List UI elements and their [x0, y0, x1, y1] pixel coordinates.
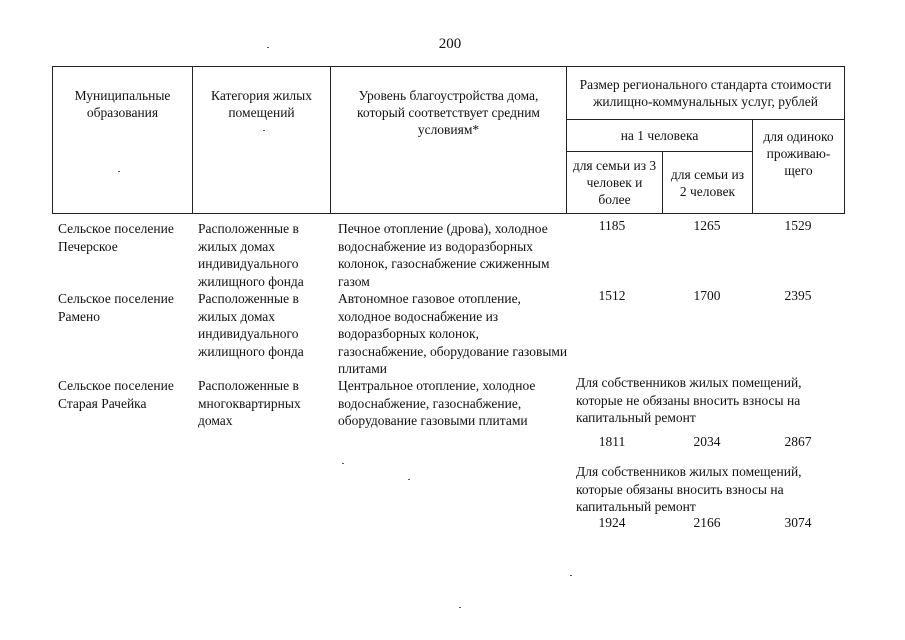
row2-family2: 1700	[693, 288, 721, 303]
header-single: для одиноко проживаю-щего	[753, 120, 845, 214]
row3-level: Центральное отопление, холодное водоснабжение, газоснабжение, оборудование газовыми плитами	[338, 378, 536, 428]
row2-municipality: Сельское поселение Рамено	[58, 291, 174, 324]
scan-speck	[267, 47, 269, 48]
header-municipality: Муниципальные образования	[53, 67, 193, 214]
row3-b-family3: 1924	[598, 515, 626, 530]
row1-municipality: Сельское поселение Печерское	[58, 221, 174, 254]
row3-municipality: Сельское поселение Старая Рачейка	[58, 378, 174, 411]
row2-single: 2395	[784, 288, 812, 303]
header-family2: для семьи из 2 человек	[663, 152, 753, 214]
row3-category: Расположенные в многоквартирных домах	[198, 378, 301, 428]
scan-speck	[459, 607, 461, 608]
row3-a-family3: 1811	[598, 434, 626, 449]
row2-family3: 1512	[598, 288, 626, 303]
row3-a-family2: 2034	[693, 434, 721, 449]
row3-note-no-capital-repair: Для собственников жилых помещений, которые не обязаны вносить взносы на капитальный ремонт	[576, 375, 802, 425]
row3-note-with-capital-repair: Для собственников жилых помещений, которые обязаны вносить взносы на капитальный ремонт	[576, 464, 802, 514]
scan-speck	[263, 130, 265, 131]
header-standard: Размер регионального стандарта стоимости жилищно-коммунальных услуг, рублей	[567, 67, 845, 120]
scan-speck	[408, 479, 410, 480]
page-number: 200	[438, 36, 462, 52]
row1-level: Печное отопление (дрова), холодное водоснабжение из водоразборных колонок, газоснабжение сжиженным газом	[338, 221, 550, 289]
table-header	[52, 66, 845, 214]
row3-a-single: 2867	[784, 434, 812, 449]
scan-speck	[342, 463, 344, 464]
row1-family3: 1185	[598, 218, 626, 233]
row3-b-family2: 2166	[693, 515, 721, 530]
scan-speck	[118, 171, 120, 172]
row1-family2: 1265	[693, 218, 721, 233]
row2-category: Расположенные в жилых домах индивидуального жилищного фонда	[198, 291, 304, 359]
scan-speck	[570, 575, 572, 576]
row2-level: Автономное газовое отопление, холодное водоснабжение из водоразборных колонок, газоснабжение, оборудование газовыми плитами	[338, 291, 568, 376]
row1-single: 1529	[784, 218, 812, 233]
row3-b-single: 3074	[784, 515, 812, 530]
header-category: Категория жилых помещений	[193, 67, 331, 214]
header-level: Уровень благоустройства дома, который соответствует средним условиям*	[331, 67, 567, 214]
row1-category: Расположенные в жилых домах индивидуального жилищного фонда	[198, 221, 304, 289]
header-per-person: на 1 человека	[567, 120, 753, 152]
header-family3: для семьи из 3 человек и более	[567, 152, 663, 214]
